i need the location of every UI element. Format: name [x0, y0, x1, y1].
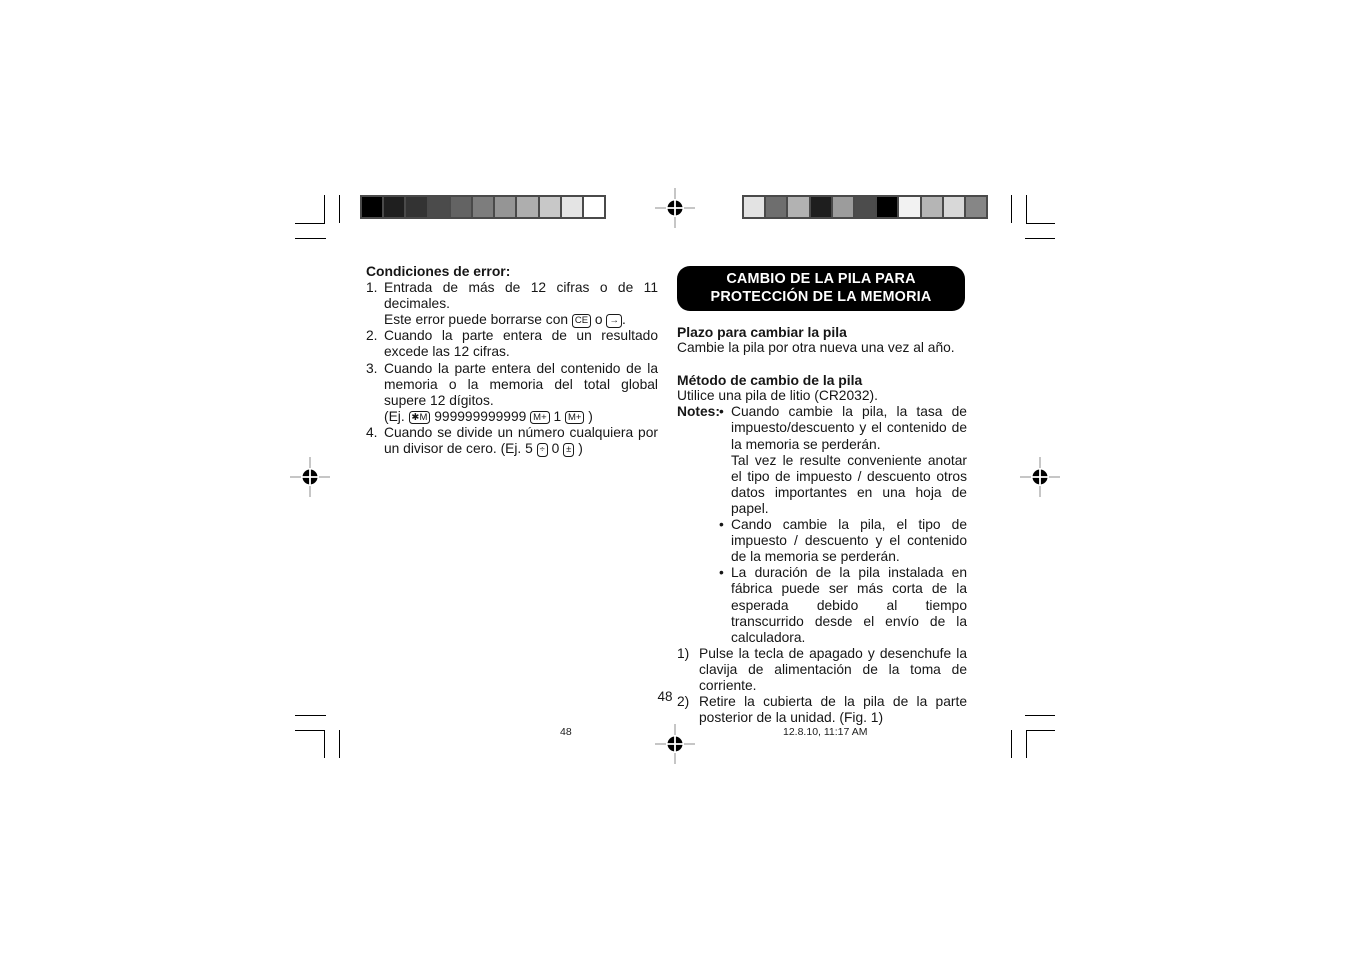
list-item-text: Cuando la parte entera del contenido de la memoria o la memoria del total global supere 12 dígitos. (Ej. ✱M 999999999999 M+ 1 M+ )	[384, 360, 658, 424]
section-title-line2: PROTECCIÓN DE LA MEMORIA	[710, 289, 932, 305]
battery-step-item: 2) Retire la cubierta de la pila de la parte posterior de la unidad. (Fig. 1)	[677, 694, 967, 726]
page-number: 48	[657, 689, 673, 704]
battery-period-heading: Plazo para cambiar la pila	[677, 324, 847, 340]
battery-step-item: 1) Pulse la tecla de apagado y desenchufe la clavija de alimentación de la toma de corriente.	[677, 645, 967, 693]
registration-mark-right	[1020, 457, 1060, 497]
calibration-swatch	[833, 197, 853, 217]
calibration-swatch	[540, 197, 560, 217]
notes-block	[677, 404, 967, 645]
calibration-swatch	[744, 197, 764, 217]
m-plus-key-icon: M+	[565, 411, 584, 425]
equals-key-icon: ±	[563, 443, 574, 457]
error-conditions-heading: Condiciones de error:	[366, 263, 511, 279]
calibration-swatch	[429, 197, 449, 217]
error-conditions-list	[366, 280, 658, 457]
calibration-swatch	[788, 197, 808, 217]
notes-label: Notes:	[677, 404, 720, 420]
notes-list	[719, 404, 967, 645]
calibration-swatch	[877, 197, 897, 217]
m-plus-key-icon: M+	[530, 411, 549, 425]
footer-page-number: 48	[560, 726, 572, 738]
list-item-text: Cuando se divide un número cualquiera por un divisor de cero. (Ej. 5 ÷ 0 ± )	[384, 424, 658, 457]
calibration-swatch	[811, 197, 831, 217]
list-item-number: 3.	[366, 360, 378, 376]
battery-period-text: Cambie la pila por otra nueva una vez al año.	[677, 340, 955, 356]
section-title-pill	[677, 266, 965, 311]
list-item-number: 1.	[366, 280, 378, 296]
note-bullet-item: • La duración de la pila instalada en fábrica puede ser más corta de la esperada debido al tiempo transcurrido desde el envío de la calculadora.	[719, 565, 967, 645]
battery-method-heading: Método de cambio de la pila	[677, 372, 863, 389]
step-number: 2)	[677, 694, 690, 710]
error-condition-item	[366, 328, 658, 360]
calibration-swatch	[766, 197, 786, 217]
bullet-marker: •	[719, 517, 724, 533]
error-condition-item	[366, 280, 658, 328]
battery-replacement-section	[677, 266, 967, 726]
calibration-swatch	[855, 197, 875, 217]
step-number: 1)	[677, 645, 690, 661]
error-conditions-section	[366, 263, 658, 457]
calibration-swatch	[517, 197, 537, 217]
calibration-swatch	[922, 197, 942, 217]
calibration-swatch	[899, 197, 919, 217]
divide-key-icon: ÷	[537, 443, 548, 457]
bullet-marker: •	[719, 565, 724, 581]
list-item-text: Cuando la parte entera de un resultado excede las 12 cifras.	[384, 328, 658, 360]
calibration-swatch	[451, 197, 471, 217]
error-condition-item	[366, 361, 658, 425]
ce-key-icon: CE	[572, 314, 591, 328]
memory-total-key-icon: ✱M	[409, 411, 431, 425]
battery-method-text: Utilice una pila de litio (CR2032).	[677, 388, 878, 404]
registration-mark-top	[655, 188, 695, 228]
calibration-swatch	[944, 197, 964, 217]
calibration-swatch	[362, 197, 382, 217]
registration-mark-left	[290, 457, 330, 497]
calibration-swatch	[584, 197, 604, 217]
footer-timestamp: 12.8.10, 11:17 AM	[783, 726, 868, 738]
list-item-number: 2.	[366, 328, 378, 344]
note-bullet-item: • Cuando cambie la pila, la tasa de impuesto/descuento y el contenido de la memoria se perderán.	[719, 404, 967, 452]
note-continuation: Tal vez le resulte conveniente anotar el tipo de impuesto / descuento otros datos importantes en una hoja de papel.	[731, 452, 967, 516]
list-item-number: 4.	[366, 424, 378, 440]
calibration-swatch	[473, 197, 493, 217]
calibration-swatch	[966, 197, 986, 217]
right-arrow-key-icon: →	[606, 314, 622, 328]
grayscale-calibration-bar-left	[360, 195, 606, 219]
note-bullet-item: • Cando cambie la pila, el tipo de impuesto / descuento y el contenido de la memoria se perderán.	[719, 517, 967, 565]
registration-mark-bottom	[655, 724, 695, 764]
calibration-swatch	[495, 197, 515, 217]
grayscale-calibration-bar-right	[742, 195, 988, 219]
bullet-marker: •	[719, 404, 724, 420]
battery-steps-list	[677, 646, 967, 726]
calibration-swatch	[384, 197, 404, 217]
calibration-swatch	[406, 197, 426, 217]
list-item-text: Entrada de más de 12 cifras o de 11 decimales. Este error puede borrarse con CE o → .	[384, 280, 658, 328]
calibration-swatch	[562, 197, 582, 217]
section-title-line1: CAMBIO DE LA PILA PARA	[726, 271, 916, 287]
error-condition-item	[366, 425, 658, 457]
